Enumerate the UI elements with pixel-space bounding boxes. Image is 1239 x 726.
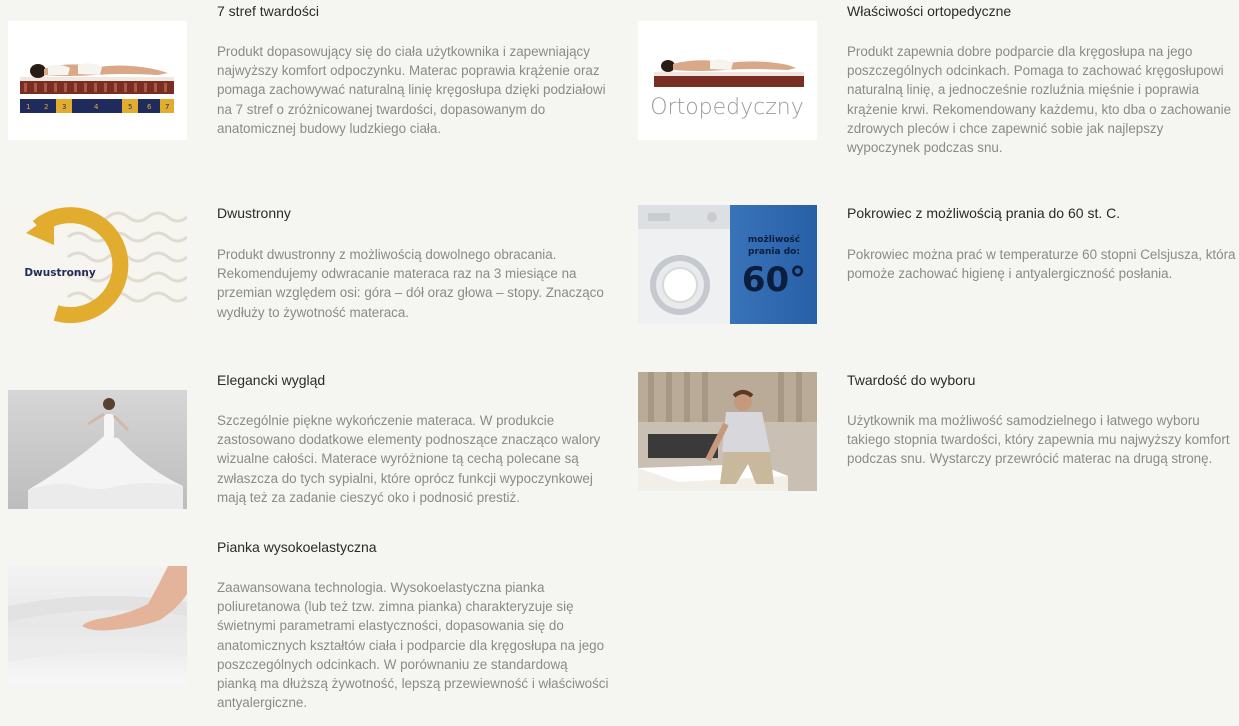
feature-description: Produkt zapewnia dobre podparcie dla kręgosłupa na jego poszczególnych odcinkach. Pomaga to zachować kręgosłupowi naturalną linię, a jednocześnie rozluźnia mięśnie i poprawia krążenie krwi. Rekomendowany każdemu, kto dba o zachowanie zdrowych pleców i chce zapewnić sobie jak najlepszy wypoczynek podczas snu. bbox=[847, 44, 1232, 156]
feature-description: Produkt dwustronny z możliwością dowolnego obracania. Rekomendujemy odwracanie materaca raz na 3 miesiące na przemian względem osi: góra – dół oraz głowa – stopy. Znacząco wydłuży to żywotność materaca. bbox=[217, 247, 604, 320]
feature-title: Pianka wysokoelastyczna bbox=[217, 539, 377, 555]
zone-label: 6 bbox=[147, 103, 152, 111]
foam-hand-image bbox=[8, 566, 187, 685]
feature-title: 7 stref twardości bbox=[217, 3, 319, 19]
zone-label: 1 bbox=[26, 103, 31, 111]
image-caption: Ortopedyczny bbox=[650, 95, 804, 120]
washing-machine-image bbox=[638, 205, 817, 324]
elegant-dress-image bbox=[8, 390, 187, 509]
zone-label: 2 bbox=[44, 103, 49, 111]
zone-label: 7 bbox=[165, 103, 170, 111]
zones-mattress-image bbox=[8, 21, 187, 140]
showroom-image bbox=[638, 372, 817, 491]
feature-description: Szczególnie piękne wykończenie materaca. W produkcie zastosowano dodatkowe elementy podnoszące znacząco walory wizualne całości. Materace wyróżnione tą cechą polecane są zwłaszcza do tych sypialni, które oprócz funkcji wypoczynkowej mają też za zadanie cieszyć oko i podnosić prestiż. bbox=[217, 413, 601, 505]
feature-title: Elegancki wygląd bbox=[217, 372, 326, 388]
feature-title: Dwustronny bbox=[217, 205, 291, 221]
feature-description: Produkt dopasowujący się do ciała użytkownika i zapewniający najwyższy komfort odpoczynku. Materac poprawia krążenie oraz pomaga zachowywać naturalną linię kręgosłupa dzięki podziałowi na 7 stref o zróżnicowanej twardości, dopasowanym do anatomicznej budowy ludzkiego ciała. bbox=[217, 44, 606, 136]
feature-title: Twardość do wyboru bbox=[847, 372, 976, 388]
feature-description: Pokrowiec można prać w temperaturze 60 stopni Celsjusza, która pomoże zachować higienę i antyalergiczność posłania. bbox=[847, 247, 1236, 282]
orthopedic-image bbox=[638, 21, 817, 140]
wash-temperature: 60° bbox=[741, 260, 807, 300]
zone-label: 4 bbox=[94, 103, 99, 111]
feature-description: Użytkownik ma możliwość samodzielnego i łatwego wyboru takiego stopnia twardości, który zapewnia mu najwyższy komfort podczas snu. Wystarczy przewrócić materac na drugą stronę. bbox=[847, 413, 1230, 467]
wash-label-line1: możliwość bbox=[747, 235, 801, 245]
feature-title: Właściwości ortopedyczne bbox=[847, 3, 1012, 19]
image-caption: Dwustronny bbox=[24, 267, 96, 279]
wash-label-line2: prania do: bbox=[748, 247, 800, 257]
feature-title: Pokrowiec z możliwością prania do 60 st. C. bbox=[847, 205, 1121, 221]
two-sided-image bbox=[8, 205, 187, 324]
zone-label: 5 bbox=[128, 103, 133, 111]
zone-label: 3 bbox=[62, 103, 67, 111]
feature-description: Zaawansowana technologia. Wysokoelastyczna pianka poliuretanowa (lub też tzw. zimna pianka) charakteryzuje się świetnymi parametrami elastyczności, dopasowania się do anatomicznych kształtów ciała i podparcie dla kręgosłupa na jego poszczególnych odcinkach. W porównaniu ze standardową pianką ma dłuższą żywotność, lepszą przewiewność i właściwości antyalergiczne. bbox=[217, 580, 609, 711]
